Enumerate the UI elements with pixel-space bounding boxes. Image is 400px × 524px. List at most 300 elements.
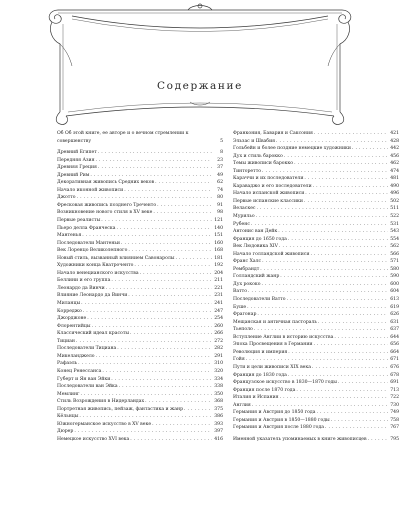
toc-entry[interactable] (233, 138, 399, 146)
toc-entry-title: Франция до 1830 года (233, 372, 287, 378)
toc-leader-dots (338, 379, 388, 387)
toc-entry-title: Франция после 1870 года (233, 387, 296, 393)
toc-leader-dots (261, 281, 388, 289)
toc-entry-title: Век Людовика XIV (233, 244, 278, 250)
toc-leader-dots (287, 296, 388, 304)
toc-entry-page: 160 (214, 240, 223, 246)
toc-entry-title: Фресковая живопись позднего Треченто (57, 202, 157, 208)
toc-entry-page: 543 (390, 229, 399, 235)
toc-entry[interactable] (233, 356, 399, 364)
toc-entry[interactable] (57, 164, 223, 172)
toc-entry-title: Мурильо (233, 214, 255, 220)
toc-entry-title: Леонардо да Винчи (57, 285, 105, 291)
toc-entry-title: Стиль Возрождения в Нидерландах (57, 399, 145, 405)
toc-entry[interactable] (57, 406, 223, 414)
toc-entry-page: 678 (390, 372, 399, 378)
toc-entry-title: Первые испанские классики (233, 198, 303, 204)
toc-entry-title: Микеланджело (57, 353, 95, 359)
toc-leader-dots (140, 270, 212, 278)
toc-entry-page: 98 (217, 210, 223, 216)
toc-entry-title: Темы живописи барокко (233, 161, 294, 167)
toc-leader-dots (280, 394, 388, 402)
toc-entry[interactable] (57, 217, 223, 225)
toc-entry-page: 626 (390, 312, 399, 318)
toc-leader-dots (76, 338, 212, 346)
toc-leader-dots (314, 130, 388, 138)
toc-entry[interactable] (57, 323, 223, 331)
toc-entry[interactable] (57, 255, 223, 263)
toc-entry-title: Рафаэль (57, 361, 78, 367)
toc-entry-title: Фрагонар (233, 312, 257, 318)
toc-entry[interactable] (233, 130, 399, 138)
toc-entry-title: Джорджоне (57, 316, 87, 322)
toc-leader-dots (83, 308, 212, 316)
toc-entry-title: Германия и Австрия до 1850 года (233, 410, 316, 416)
toc-entry-page: 502 (390, 198, 399, 204)
toc-entry-page: 442 (390, 146, 399, 152)
toc-entry[interactable] (57, 232, 223, 240)
toc-entry-page: 730 (390, 402, 399, 408)
toc-entry-title: Мантенья (57, 233, 82, 239)
toc-entry-page: 644 (390, 334, 399, 340)
toc-entry[interactable] (57, 277, 223, 285)
toc-entry-page: 590 (390, 274, 399, 280)
toc-entry[interactable] (57, 247, 223, 255)
toc-leader-dots (175, 255, 212, 263)
toc-entry[interactable] (233, 228, 399, 236)
toc-entry-title: Возникновение нового стиля в XV веке (57, 210, 153, 216)
toc-entry-page: 266 (214, 331, 223, 337)
toc-entry-page: 531 (390, 221, 399, 227)
toc-leader-dots (81, 300, 212, 308)
toc-entry[interactable] (233, 205, 399, 213)
toc-entry[interactable] (57, 428, 223, 436)
toc-leader-dots (312, 364, 388, 372)
toc-entry-page: 631 (390, 319, 399, 325)
toc-entry-page: 522 (390, 214, 399, 220)
toc-leader-dots (152, 421, 212, 429)
toc-entry-page: 421 (390, 131, 399, 136)
toc-entry-title: Караваджо и его последователи (233, 183, 312, 189)
toc-entry-title: Губерт и Ян ван Эйки (57, 376, 111, 382)
toc-entry-title: Начало иконной живописи (57, 187, 124, 193)
toc-right-column (233, 130, 399, 443)
toc-entry[interactable] (57, 376, 223, 384)
toc-entry-title: Пути и цели живописи XIX века (233, 364, 311, 370)
toc-entry[interactable] (233, 258, 399, 266)
toc-leader-dots (278, 228, 388, 236)
toc-leader-dots (74, 428, 212, 436)
toc-entry[interactable] (233, 304, 399, 312)
toc-leader-dots (128, 292, 212, 300)
toc-leader-dots (325, 424, 388, 432)
toc-leader-dots (80, 391, 212, 399)
toc-entry[interactable] (233, 319, 399, 327)
toc-entry[interactable] (233, 175, 399, 183)
toc-leader-dots (247, 304, 388, 312)
toc-entry[interactable] (233, 190, 399, 198)
toc-entry[interactable] (233, 417, 399, 425)
toc-entry-page: 204 (214, 270, 223, 276)
toc-entry[interactable] (233, 387, 399, 395)
toc-entry-title: Вступление Англии в историю искусства (233, 334, 334, 340)
toc-entry-title: Французское искусство в 1830—1870 годы (233, 380, 337, 386)
toc-entry[interactable] (233, 236, 399, 244)
toc-entry-page: 62 (217, 180, 223, 186)
toc-entry[interactable] (233, 349, 399, 357)
toc-entry-title: Художники конца Кватроченто (57, 263, 134, 269)
toc-entry-page: 291 (214, 353, 223, 359)
toc-entry-page: 474 (390, 168, 399, 174)
toc-leader-dots (294, 160, 388, 168)
toc-entry-title: Новый стиль, вызванный влиянием Савонаролы (57, 255, 175, 261)
toc-entry-title: Дух рококо (233, 281, 261, 287)
toc-leader-dots (313, 341, 388, 349)
toc-entry-title: Об Об этой книге, ее авторе и о вечном стремлении к совершенству (57, 131, 189, 144)
toc-entry[interactable] (233, 402, 399, 410)
toc-entry-page: 554 (390, 236, 399, 242)
toc-entry[interactable] (233, 243, 399, 251)
toc-leader-dots (254, 326, 388, 334)
toc-entry-title: Пьеро делла Франческа (57, 225, 116, 231)
toc-entry-title: Гойя (233, 357, 245, 363)
toc-leader-dots (251, 221, 388, 229)
toc-entry[interactable] (233, 160, 399, 168)
toc-entry-title: Германия и Австрия в 1850—1880 годы (233, 417, 330, 423)
toc-leader-dots (288, 349, 388, 357)
toc-entry[interactable] (57, 292, 223, 300)
toc-leader-dots (119, 383, 212, 391)
toc-entry-title: Караччи и их последователи (233, 176, 304, 182)
toc-entry[interactable] (233, 334, 399, 342)
toc-entry[interactable] (233, 281, 399, 289)
toc-leader-dots (318, 319, 388, 327)
toc-entry-title: Мещанская и античная пастораль (233, 319, 317, 325)
toc-entry-page: 416 (214, 436, 223, 442)
toc-left-column (57, 130, 223, 443)
toc-entry[interactable] (233, 364, 399, 372)
toc-entry[interactable] (57, 194, 223, 202)
toc-leader-dots (248, 288, 388, 296)
toc-entry-page: 691 (390, 380, 399, 386)
toc-entry-title: Южногерманское искусство в XV веке (57, 421, 152, 427)
toc-entry[interactable] (233, 379, 399, 387)
toc-entry-title: Беллини и его группа (57, 278, 111, 284)
toc-entry[interactable] (57, 315, 223, 323)
toc-entry[interactable] (57, 383, 223, 391)
toc-entry-title: Антонис ван Дейк (233, 229, 278, 235)
toc-entry-page: 619 (390, 304, 399, 310)
toc-entry-page: 795 (390, 436, 399, 442)
toc-leader-dots (352, 145, 388, 153)
toc-entry-page: 241 (214, 301, 223, 307)
toc-entry-page: 722 (390, 395, 399, 401)
toc-entry-title: Передняя Азия (57, 157, 95, 163)
toc-entry-title: Франкония, Бавария и Саксония (233, 131, 313, 136)
toc-entry[interactable] (233, 409, 399, 417)
toc-entry[interactable] (233, 213, 399, 221)
toc-leader-dots (95, 157, 212, 165)
toc-entry-page: 231 (214, 293, 223, 299)
toc-entry[interactable] (233, 198, 399, 206)
toc-entry-page: 247 (214, 308, 223, 314)
page-title: Содержание (157, 80, 243, 92)
toc-leader-dots (116, 225, 212, 233)
toc-entry-page: 767 (390, 425, 399, 431)
toc-entry[interactable] (233, 221, 399, 229)
toc-entry-page: 221 (214, 285, 223, 291)
toc-entry-page: 758 (390, 417, 399, 423)
toc-entry[interactable] (57, 179, 223, 187)
toc-entry-title: Начало голландской живописи (233, 251, 310, 257)
toc-entry[interactable] (57, 308, 223, 316)
toc-entry[interactable] (233, 183, 399, 191)
toc-entry-title: Мемлинг (57, 391, 80, 397)
toc-leader-dots (246, 356, 388, 364)
toc-entry[interactable] (233, 251, 399, 259)
toc-entry-page: 282 (214, 346, 223, 352)
toc-leader-dots (252, 402, 388, 410)
toc-entry-title: Дух и стиль барокко (233, 153, 283, 159)
toc-entry-page: 490 (390, 183, 399, 189)
toc-leader-dots (304, 175, 388, 183)
toc-entry-title: Англия (233, 402, 251, 408)
toc-entry-page: 511 (390, 206, 399, 212)
toc-entry[interactable] (233, 266, 399, 274)
toc-entry-page: 462 (390, 161, 399, 167)
toc-entry-page: 571 (390, 259, 399, 265)
toc-entry-page: 676 (390, 364, 399, 370)
toc-leader-dots (101, 217, 212, 225)
toc-entry[interactable] (233, 296, 399, 304)
toc-entry-title: Декоративная живопись Средних веков (57, 180, 155, 186)
toc-entry-title: Тьеполо (233, 327, 253, 333)
toc-entry-page: 428 (390, 138, 399, 144)
toc-entry-page: 254 (214, 316, 223, 322)
toc-entry-page: 386 (214, 414, 223, 420)
toc-entry[interactable] (233, 153, 399, 161)
toc-entry[interactable] (57, 436, 223, 444)
toc-leader-dots (276, 138, 388, 146)
toc-entry-title: Именной указатель упоминаемых в книге живописцев (233, 436, 367, 442)
toc-entry-page: 350 (214, 391, 223, 397)
toc-entry-page: 181 (214, 255, 223, 261)
toc-entry-page: 713 (390, 387, 399, 393)
toc-leader-dots (262, 168, 388, 176)
toc-entry-title: Голландский жанр (233, 274, 280, 280)
toc-entry-page: 456 (390, 153, 399, 159)
toc-entry[interactable] (57, 270, 223, 278)
toc-entry-page: 5 (220, 138, 223, 144)
toc-leader-dots (87, 315, 212, 323)
toc-leader-dots (313, 183, 388, 191)
toc-entry-page: 168 (214, 248, 223, 254)
toc-leader-dots (111, 376, 212, 384)
toc-entry[interactable] (57, 330, 223, 338)
toc-leader-dots (79, 413, 212, 421)
toc-leader-dots (155, 179, 212, 187)
toc-entry-page: 637 (390, 327, 399, 333)
toc-entry-title: Рембрандт (233, 266, 260, 272)
toc-entry[interactable] (57, 262, 223, 270)
toc-entry-page: 37 (217, 165, 223, 171)
toc-entry-title: Кёльнцы (57, 414, 79, 420)
toc-entry-title: Первые реалисты (57, 218, 101, 224)
toc-entry-page: 671 (390, 357, 399, 363)
toc-entry-page: 580 (390, 266, 399, 272)
toc-entry[interactable] (57, 172, 223, 180)
toc-entry-title: Древняя Греция (57, 165, 97, 171)
toc-leader-dots (305, 190, 388, 198)
ornamental-header-frame (0, 0, 400, 130)
toc-entry-title: Эльзас и Швабия (233, 138, 276, 144)
toc-leader-dots (111, 277, 212, 285)
toc-entry[interactable] (57, 202, 223, 210)
toc-leader-dots (128, 247, 212, 255)
toc-leader-dots (288, 236, 388, 244)
toc-leader-dots (130, 436, 212, 444)
toc-entry-title: Флорентийцы (57, 323, 91, 329)
toc-entry[interactable] (233, 326, 399, 334)
toc-entry[interactable] (57, 187, 223, 195)
toc-entry[interactable] (57, 398, 223, 406)
toc-entry[interactable] (233, 145, 399, 153)
toc-entry[interactable] (57, 421, 223, 429)
toc-leader-dots (134, 262, 212, 270)
toc-entry-title: Древний Рим (57, 172, 90, 178)
toc-entry[interactable] (57, 149, 223, 157)
toc-entry[interactable] (57, 285, 223, 293)
toc-entry-title: Буше (233, 304, 247, 310)
toc-entry-title: Классический идеал красоты (57, 331, 130, 337)
toc-leader-dots (310, 251, 388, 259)
toc-entry[interactable] (57, 130, 223, 145)
toc-entry-title: Джотто (57, 195, 76, 201)
toc-entry-title: Портретная живопись, пейзаж, фантастика и жанр (57, 406, 184, 412)
toc-entry-title: Корреджо (57, 308, 82, 314)
toc-entry[interactable] (233, 288, 399, 296)
toc-entry-title: Последователи Мантеньи (57, 240, 120, 246)
toc-entry[interactable] (233, 372, 399, 380)
toc-entry-page: 600 (390, 281, 399, 287)
toc-entry[interactable] (57, 345, 223, 353)
toc-entry-page: 151 (214, 233, 223, 239)
toc-entry-page: 566 (390, 251, 399, 257)
toc-entry-title: Германия и Австрия после 1880 года (233, 425, 324, 431)
toc-entry-title: Конец Ренессанса (57, 368, 102, 374)
toc-entry-page: 192 (214, 263, 223, 269)
toc-entry-title: Рубенс (233, 221, 250, 227)
toc-entry-title: Век Лоренцо Великолепного (57, 248, 128, 254)
toc-entry-page: 8 (220, 150, 223, 156)
toc-entry-page: 338 (214, 384, 223, 390)
toc-entry[interactable] (233, 168, 399, 176)
toc-entry-title: Тинторетто (233, 168, 262, 174)
toc-leader-dots (117, 345, 212, 353)
toc-entry[interactable] (57, 240, 223, 248)
toc-entry-title: Франс Халс (233, 259, 262, 265)
toc-entry[interactable] (233, 311, 399, 319)
toc-entry-title: Миланцы (57, 301, 81, 307)
toc-leader-dots (288, 372, 388, 380)
toc-entry[interactable] (57, 338, 223, 346)
toc-entry-title: Последователи Ватто (233, 297, 286, 303)
toc-leader-dots (157, 202, 212, 210)
toc-entry[interactable] (233, 436, 399, 444)
toc-leader-dots (257, 205, 389, 213)
toc-leader-dots (90, 172, 212, 180)
toc-entry-title: Немецкое искусство XVI века (57, 436, 130, 442)
toc-entry[interactable] (233, 394, 399, 402)
toc-leader-dots (260, 266, 388, 274)
toc-entry[interactable] (57, 368, 223, 376)
toc-entry[interactable] (57, 391, 223, 399)
toc-entry-title: Ватто (233, 289, 247, 295)
toc-leader-dots (317, 409, 388, 417)
toc-entry-title: Последователи Тициана (57, 346, 117, 352)
toc-entry-page: 49 (217, 172, 223, 178)
toc-leader-dots (82, 232, 212, 240)
toc-leader-dots (279, 243, 388, 251)
toc-entry-page: 320 (214, 368, 223, 374)
toc-leader-dots (78, 360, 212, 368)
toc-entry[interactable] (57, 360, 223, 368)
toc-leader-dots (331, 417, 388, 425)
toc-leader-dots (92, 323, 213, 331)
toc-entry[interactable] (57, 353, 223, 361)
toc-entry-page: 80 (217, 195, 223, 201)
toc-entry[interactable] (233, 424, 399, 432)
toc-entry[interactable] (57, 413, 223, 421)
toc-entry-page: 375 (214, 406, 223, 412)
toc-entry[interactable] (57, 225, 223, 233)
toc-entry-title: Революция и империя (233, 349, 288, 355)
toc-entry-title: Начало венецианского искусства (57, 270, 139, 276)
toc-entry-title: Эпоха Просвещения в Германии (233, 342, 313, 348)
toc-leader-dots (257, 311, 388, 319)
toc-entry-page: 23 (217, 157, 223, 163)
toc-leader-dots (121, 240, 212, 248)
toc-entry[interactable] (57, 300, 223, 308)
toc-entry-page: 562 (390, 244, 399, 250)
toc-entry-page: 74 (217, 187, 223, 193)
toc-leader-dots (77, 194, 212, 202)
toc-leader-dots (145, 398, 212, 406)
toc-entry-title: Веласкес (233, 206, 256, 212)
toc-leader-dots (304, 198, 388, 206)
toc-entry-page: 334 (214, 376, 223, 382)
toc-leader-dots (130, 330, 212, 338)
toc-leader-dots (102, 368, 212, 376)
toc-leader-dots (98, 164, 212, 172)
toc-leader-dots (98, 149, 212, 157)
toc-entry[interactable] (57, 157, 223, 165)
toc-entry[interactable] (57, 209, 223, 217)
toc-leader-dots (334, 334, 388, 342)
toc-leader-dots (184, 406, 212, 414)
toc-entry-page: 481 (390, 176, 399, 182)
toc-entry-page: 393 (214, 421, 223, 427)
toc-entry-page: 211 (214, 278, 223, 284)
toc-entry-page: 496 (390, 191, 399, 197)
toc-entry[interactable] (233, 273, 399, 281)
toc-leader-dots (124, 187, 212, 195)
toc-entry[interactable] (233, 341, 399, 349)
toc-entry-page: 604 (390, 289, 399, 295)
toc-entry-title: Древний Египет (57, 150, 97, 156)
toc-entry-page: 140 (214, 225, 223, 231)
toc-entry-title: Влияние Леонардо да Винчи (57, 293, 128, 299)
